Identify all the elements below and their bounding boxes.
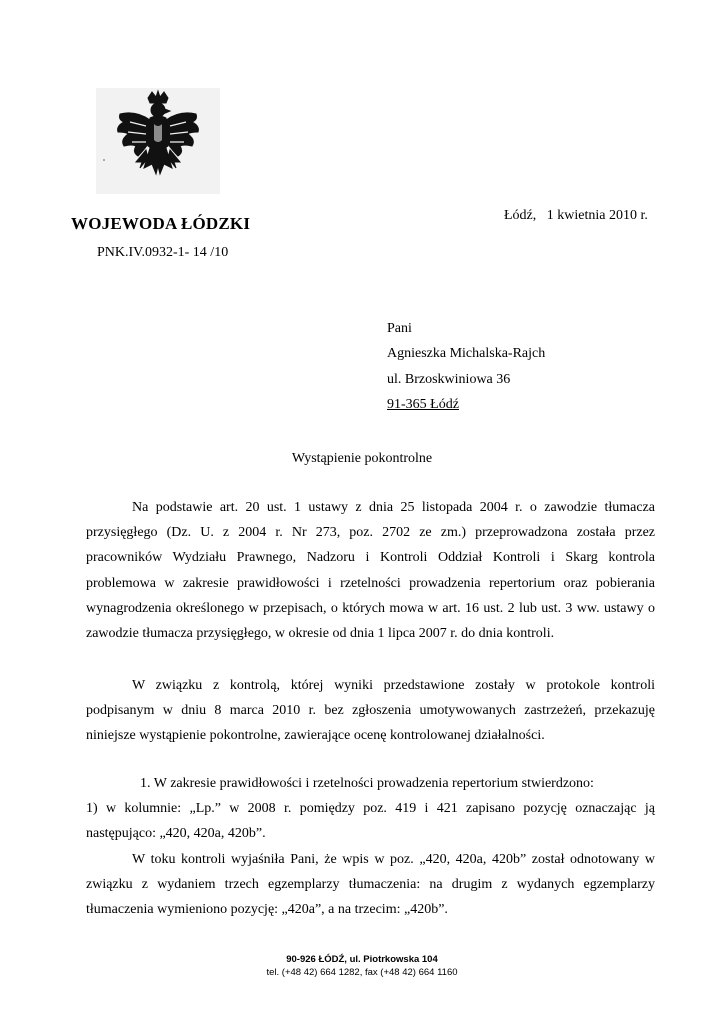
paragraph-control-text: W związku z kontrolą, której wyniki przedstawione zostały w protokole kontroli podpisanym w dniu 8 marca 2010 r. bez zgłoszenia umotywowanych zastrzeżeń, przekazuję niniejsze wystąpienie pokontrolne, zawierające ocenę kontrolowanej działalności. bbox=[86, 678, 655, 744]
issuer-title: WOJEWODA ŁÓDZKI bbox=[71, 214, 251, 233]
findings-point-1: 1) w kolumnie: „Lp.” w 2008 r. pomiędzy poz. 419 i 421 zapisano pozycję oznaczając ją następująco: „420, 420a, 420b”. bbox=[86, 801, 655, 842]
paragraph-legal-basis bbox=[86, 495, 655, 646]
reference-number: PNK.IV.0932-1- 14 /10 bbox=[97, 245, 229, 260]
findings-section-1 bbox=[86, 771, 655, 922]
letter-date: Łódź, 1 kwietnia 2010 r. bbox=[504, 208, 648, 223]
addressee-salutation: Pani bbox=[387, 321, 412, 336]
paragraph-legal-basis-text: Na podstawie art. 20 ust. 1 ustawy z dnia 25 listopada 2004 r. o zawodzie tłumacza przysięgłego (Dz. U. z 2004 r. Nr 273, poz. 2702 ze zm.) przeprowadzona została przez pracowników Wydziału Prawnego, Nadzoru i Kontroli Oddział Kontroli i Skarg kontrola problemowa w zakresie prawidłowości i rzetelności prowadzenia repertorium oraz pobierania wynagrodzenia określonego w przepisach, o których mowa w art. 16 ust. 2 lub ust. 3 ww. ustawy o zawodzie tłumacza przysięgłego, w okresie od dnia 1 lipca 2007 r. do dnia kontroli. bbox=[86, 500, 655, 642]
findings-heading: 1. W zakresie prawidłowości i rzetelności prowadzenia repertorium stwierdzono: bbox=[140, 776, 594, 791]
addressee-city: 91-365 Łódź bbox=[387, 397, 459, 412]
addressee-name: Agnieszka Michalska-Rajch bbox=[387, 346, 546, 361]
findings-explanation: W toku kontroli wyjaśniła Pani, że wpis w poz. „420, 420a, 420b” został odnotowany w związku z wydaniem trzech egzemplarzy tłumaczenia: na drugim z wydanych egzemplarzy tłumaczenia wymieniono pozycję: „420a”, a na trzecim: „420b”. bbox=[86, 851, 655, 918]
footer-address: 90-926 ŁÓDŹ, ul. Piotrkowska 104 bbox=[286, 954, 438, 965]
polish-eagle-emblem-icon bbox=[96, 88, 220, 194]
footer-contact: tel. (+48 42) 664 1282, fax (+48 42) 664 1160 bbox=[266, 967, 458, 978]
addressee-street: ul. Brzoskwiniowa 36 bbox=[387, 372, 511, 387]
letter-footer bbox=[0, 953, 724, 979]
paragraph-control bbox=[86, 673, 655, 749]
letter-subject: Wystąpienie pokontrolne bbox=[291, 451, 433, 466]
